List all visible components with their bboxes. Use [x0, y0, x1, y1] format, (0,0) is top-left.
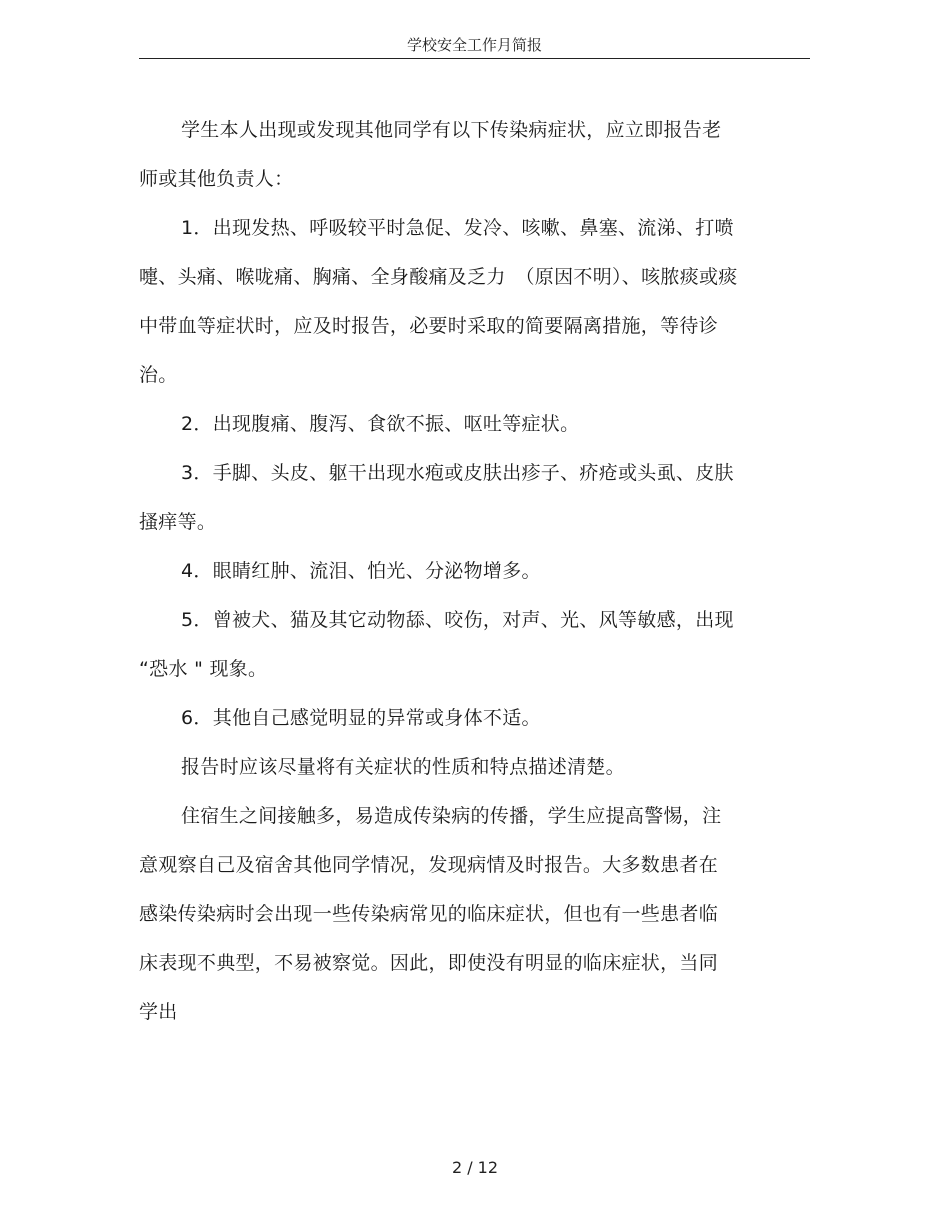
- paragraph-line: 师或其他负责人：: [139, 168, 294, 190]
- paragraph-line: “恐水 " 现象。: [139, 658, 268, 680]
- paragraph-line: 报告时应该尽量将有关症状的性质和特点描述清楚。: [181, 756, 625, 778]
- paragraph-line: 学出: [139, 1001, 178, 1023]
- paragraph-line: 搔痒等。: [139, 511, 217, 533]
- document-title: 学校安全工作月简报: [406, 36, 542, 54]
- page-number: 2 / 12: [451, 1158, 499, 1177]
- paragraph-line: 意观察自己及宿舍其他同学情况，发现病情及时报告。大多数患者在: [139, 854, 719, 876]
- paragraph-line: 学生本人出现或发现其他同学有以下传染病症状，应立即报告老: [181, 119, 722, 141]
- list-item-6: 6．其他自己感觉明显的异常或身体不适。: [181, 707, 541, 729]
- list-item-2: 2．出现腹痛、腹泻、食欲不振、呕吐等症状。: [181, 413, 580, 435]
- paragraph-line: 感染传染病时会出现一些传染病常见的临床症状，但也有一些患者临: [139, 903, 719, 925]
- list-item-3: 3．手脚、头皮、躯干出现水疱或皮肤出疹子、疥疮或头虱、皮肤: [181, 462, 734, 484]
- list-item-1: 1．出现发热、呼吸较平时急促、发冷、咳嗽、鼻塞、流涕、打喷: [181, 217, 734, 239]
- paragraph-line: 床表现不典型，不易被察觉。因此，即使没有明显的临床症状，当同: [139, 952, 719, 974]
- document-body: [139, 106, 804, 1037]
- paragraph-line: 住宿生之间接触多，易造成传染病的传播，学生应提高警惕，注: [181, 805, 722, 827]
- list-item-5: 5．曾被犬、猫及其它动物舔、咬伤，对声、光、风等敏感，出现: [181, 609, 734, 631]
- paragraph-line: 治。: [139, 364, 178, 386]
- list-item-4: 4．眼睛红肿、流泪、怕光、分泌物增多。: [181, 560, 541, 582]
- page-header: [139, 32, 810, 59]
- paragraph-line: 中带血等症状时，应及时报告，必要时采取的简要隔离措施，等待诊: [139, 315, 719, 337]
- paragraph-line: 嚏、头痛、喉咙痛、胸痛、全身酸痛及乏力 （原因不明）、咳脓痰或痰: [139, 266, 738, 288]
- page-footer: [0, 1158, 950, 1178]
